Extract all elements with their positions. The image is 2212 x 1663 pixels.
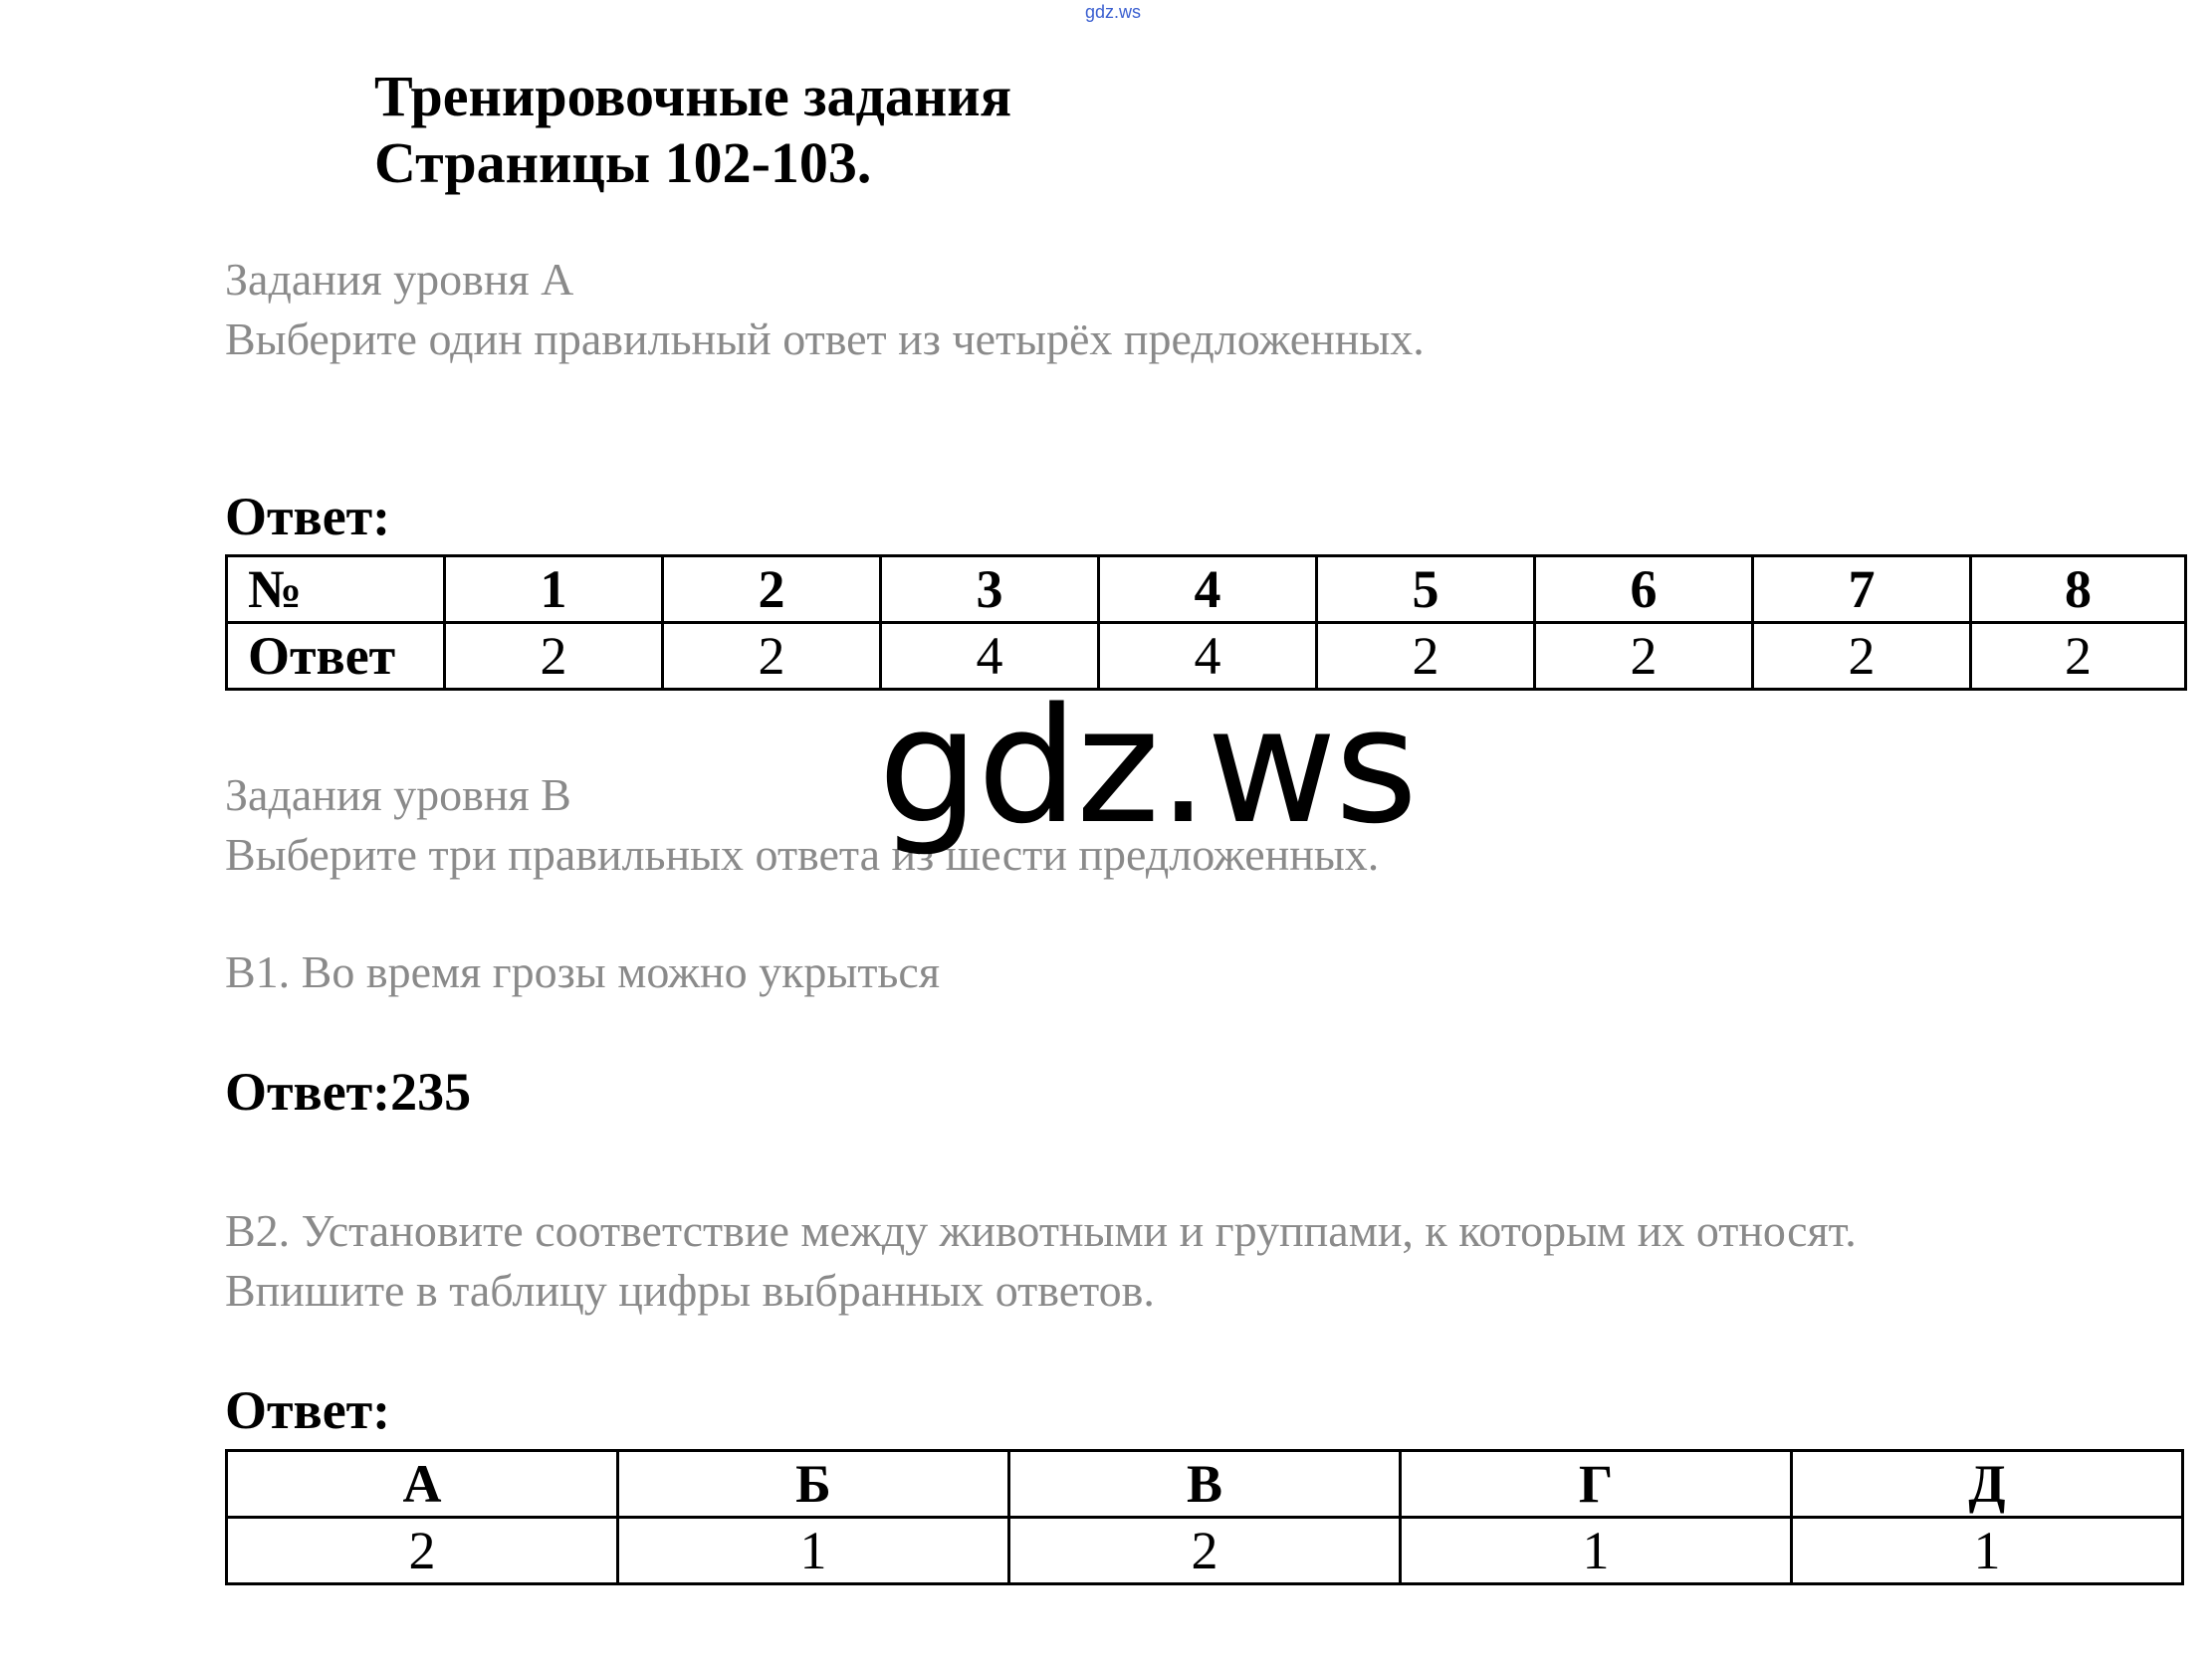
- answer-row-label: Ответ: [227, 623, 445, 690]
- answer-cell: 2: [1971, 623, 2186, 690]
- answer-cell: 2: [1753, 623, 1971, 690]
- letter-header-cell: Г: [1401, 1451, 1792, 1518]
- b1-answer: Ответ:235: [225, 1062, 472, 1122]
- level-b-title: Задания уровня В: [225, 769, 571, 820]
- number-header-cell: №: [227, 556, 445, 623]
- answer-cell: 2: [1009, 1518, 1401, 1584]
- level-a-answer-table: [225, 554, 2187, 691]
- b2-question-line2: Впишите в таблицу цифры выбранных ответов.: [225, 1265, 1155, 1316]
- answer-cell: 2: [1317, 623, 1535, 690]
- letter-header-cell: А: [227, 1451, 618, 1518]
- b2-question-line1: В2. Установите соответствие между животными и группами, к которым их относят.: [225, 1205, 1857, 1256]
- b1-question: В1. Во время грозы можно укрыться: [225, 946, 940, 997]
- table-header-row: [227, 556, 2186, 623]
- level-b-instruction: Выберите три правильных ответа из шести предложенных.: [225, 829, 1380, 880]
- answer-cell: 2: [227, 1518, 618, 1584]
- watermark-large: gdz.ws: [878, 673, 1417, 859]
- answer-cell: 1: [618, 1518, 1009, 1584]
- answer-cell: 2: [445, 623, 663, 690]
- question-number-cell: 1: [445, 556, 663, 623]
- page-title: Тренировочные задания: [374, 64, 1012, 128]
- b2-answer-table: [225, 1449, 2184, 1585]
- question-number-cell: 6: [1535, 556, 1753, 623]
- table-answer-row: [227, 1518, 2183, 1584]
- answer-cell: 1: [1401, 1518, 1792, 1584]
- question-number-cell: 8: [1971, 556, 2186, 623]
- question-number-cell: 3: [881, 556, 1099, 623]
- table-header-row: [227, 1451, 2183, 1518]
- letter-header-cell: В: [1009, 1451, 1401, 1518]
- letter-header-cell: Д: [1792, 1451, 2183, 1518]
- watermark-small: gdz.ws: [1085, 2, 1142, 22]
- question-number-cell: 2: [663, 556, 881, 623]
- answer-cell: 2: [1535, 623, 1753, 690]
- answer-cell: 4: [881, 623, 1099, 690]
- letter-header-cell: Б: [618, 1451, 1009, 1518]
- question-number-cell: 4: [1099, 556, 1317, 623]
- answer-cell: 1: [1792, 1518, 2183, 1584]
- answer-cell: 2: [663, 623, 881, 690]
- question-number-cell: 5: [1317, 556, 1535, 623]
- level-a-instruction: Выберите один правильный ответ из четырёх предложенных.: [225, 313, 1425, 364]
- b2-answer-label: Ответ:: [225, 1380, 391, 1440]
- page-subtitle: Страницы 102-103.: [374, 130, 872, 195]
- level-a-title: Задания уровня А: [225, 254, 574, 305]
- level-a-answer-label: Ответ:: [225, 487, 391, 546]
- question-number-cell: 7: [1753, 556, 1971, 623]
- answer-cell: 4: [1099, 623, 1317, 690]
